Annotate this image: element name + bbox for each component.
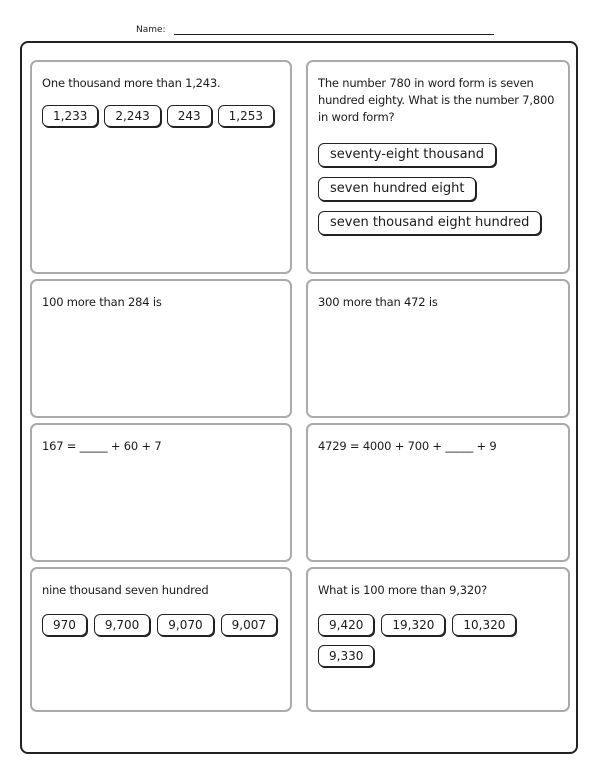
name-label: Name: xyxy=(136,25,166,35)
answer-choice[interactable]: 1,233 xyxy=(42,105,98,127)
question-card-5 xyxy=(30,423,292,562)
answer-choice[interactable]: 9,007 xyxy=(221,614,277,636)
question-prompt: 300 more than 472 is xyxy=(318,295,438,309)
name-row xyxy=(0,23,600,39)
answer-choice[interactable]: 243 xyxy=(167,105,212,127)
question-card-7 xyxy=(30,567,292,712)
question-card-1 xyxy=(30,60,292,274)
answer-choice[interactable]: 9,700 xyxy=(94,614,150,636)
answer-choices xyxy=(318,614,560,667)
answer-choice[interactable]: 9,420 xyxy=(318,614,374,636)
answer-choice[interactable]: seventy-eight thousand xyxy=(318,143,496,167)
answer-choices xyxy=(318,143,560,235)
answer-choice[interactable]: 1,253 xyxy=(218,105,274,127)
answer-choices xyxy=(42,105,282,127)
question-prompt: What is 100 more than 9,320? xyxy=(318,583,487,597)
question-card-8 xyxy=(306,567,570,712)
answer-choice[interactable]: 19,320 xyxy=(381,614,445,636)
answer-choices xyxy=(42,614,282,636)
question-card-4 xyxy=(306,279,570,418)
answer-choice[interactable]: 9,330 xyxy=(318,645,374,667)
question-prompt: 4729 = 4000 + 700 + _____ + 9 xyxy=(318,439,497,453)
question-prompt: The number 780 in word form is seven hundred eighty. What is the number 7,800 in word form? xyxy=(318,76,555,124)
question-card-2 xyxy=(306,60,570,274)
question-prompt: 167 = _____ + 60 + 7 xyxy=(42,439,162,453)
name-input-line[interactable] xyxy=(174,34,494,35)
question-prompt: nine thousand seven hundred xyxy=(42,583,209,597)
question-prompt: 100 more than 284 is xyxy=(42,295,162,309)
question-prompt: One thousand more than 1,243. xyxy=(42,76,221,90)
question-card-3 xyxy=(30,279,292,418)
answer-choice[interactable]: seven thousand eight hundred xyxy=(318,211,541,235)
answer-choice[interactable]: 10,320 xyxy=(452,614,516,636)
answer-choice[interactable]: 970 xyxy=(42,614,87,636)
question-card-6 xyxy=(306,423,570,562)
answer-choice[interactable]: 2,243 xyxy=(104,105,160,127)
answer-choice[interactable]: seven hundred eight xyxy=(318,177,476,201)
answer-choice[interactable]: 9,070 xyxy=(157,614,213,636)
